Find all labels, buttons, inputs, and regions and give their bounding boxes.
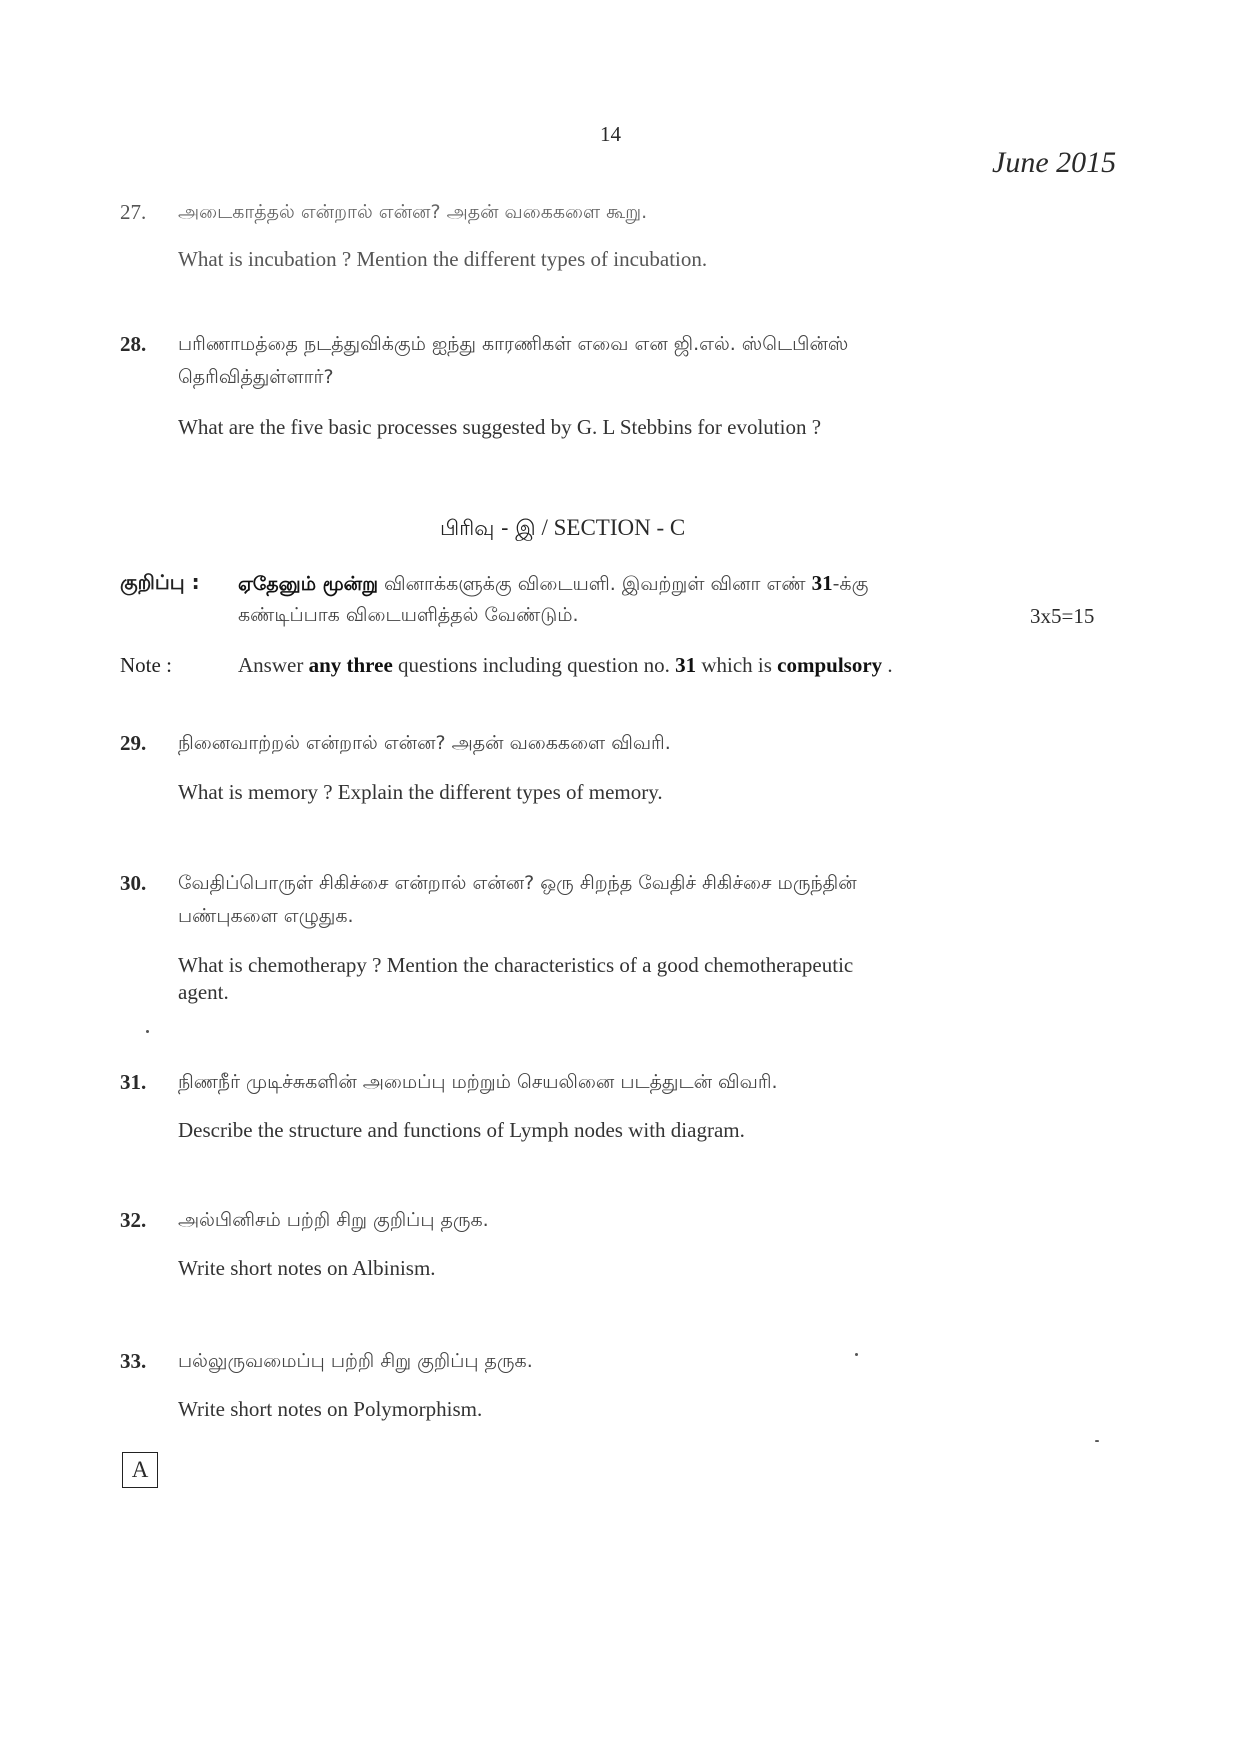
- question-english: What are the five basic processes suggested by G. L Stebbins for evolution ?: [178, 415, 822, 439]
- note-english-label: Note :: [120, 653, 172, 677]
- question-english-line2: agent.: [178, 980, 229, 1004]
- note-text-part: .: [882, 653, 893, 677]
- section-heading-tamil: பிரிவு - இ: [440, 516, 536, 540]
- question-english: Write short notes on Albinism.: [178, 1256, 436, 1280]
- page-number: 14: [600, 122, 621, 146]
- question-english-line1: What is chemotherapy ? Mention the characteristics of a good chemotherapeutic: [178, 953, 854, 977]
- question-number: 32.: [120, 1208, 147, 1232]
- note-english-text: [238, 653, 893, 678]
- note-text-bold: compulsory: [777, 653, 883, 677]
- note-tamil-text: வினாக்களுக்கு விடையளி. இவற்றுள் வினா எண்: [377, 573, 812, 595]
- question-tamil: பல்லுருவமைப்பு பற்றி சிறு குறிப்பு தருக.: [178, 1350, 533, 1372]
- question-english: What is memory ? Explain the different types of memory.: [178, 780, 663, 804]
- stray-mark: [1095, 1440, 1099, 1442]
- note-tamil-line1: [238, 571, 868, 598]
- stray-mark: [146, 1030, 149, 1033]
- question-number: 30.: [120, 871, 147, 895]
- note-text-bold: any three: [308, 653, 393, 677]
- question-tamil-line1: வேதிப்பொருள் சிகிச்சை என்றால் என்ன? ஒரு சிறந்த வேதிச் சிகிச்சை மருந்தின்: [178, 872, 857, 894]
- question-number: 28.: [120, 332, 147, 356]
- question-number: 31.: [120, 1070, 147, 1094]
- question-english: Describe the structure and functions of Lymph nodes with diagram.: [178, 1118, 745, 1142]
- note-text-bold: 31: [675, 653, 697, 677]
- question-english: What is incubation ? Mention the different types of incubation.: [178, 247, 708, 271]
- exam-date: June 2015: [992, 146, 1117, 179]
- question-tamil-line1: பரிணாமத்தை நடத்துவிக்கும் ஐந்து காரணிகள் எவை என ஜி.எல். ஸ்டெபின்ஸ்: [178, 333, 849, 355]
- question-tamil: அல்பினிசம் பற்றி சிறு குறிப்பு தருக.: [178, 1209, 489, 1231]
- note-text-part: which is: [696, 653, 778, 677]
- stray-mark: [855, 1353, 858, 1356]
- question-number: 29.: [120, 731, 147, 755]
- section-heading-english: / SECTION - C: [535, 515, 686, 540]
- note-tamil-suffix: -க்கு: [832, 573, 869, 595]
- question-number: 33.: [120, 1349, 147, 1373]
- note-tamil-label: குறிப்பு :: [120, 570, 200, 594]
- note-text-part: Answer: [238, 653, 309, 677]
- note-tamil-bold: ஏதேனும் மூன்று: [238, 573, 378, 595]
- note-tamil-line2: கண்டிப்பாக விடையளித்தல் வேண்டும்.: [238, 604, 579, 626]
- question-number: 27.: [120, 200, 147, 224]
- question-tamil-line2: தெரிவித்துள்ளார்?: [178, 366, 334, 388]
- note-tamil-qno: 31: [811, 571, 833, 595]
- question-english: Write short notes on Polymorphism.: [178, 1397, 483, 1421]
- question-tamil: நிணநீர் முடிச்சுகளின் அமைப்பு மற்றும் செயலினை படத்துடன் விவரி.: [178, 1071, 778, 1093]
- question-tamil: அடைகாத்தல் என்றால் என்ன? அதன் வகைகளை கூறு.: [178, 201, 648, 223]
- marks-allocation: 3x5=15: [1030, 604, 1095, 628]
- section-heading: [440, 515, 685, 543]
- question-tamil: நினைவாற்றல் என்றால் என்ன? அதன் வகைகளை விவரி.: [178, 732, 671, 754]
- question-tamil-line2: பண்புகளை எழுதுக.: [178, 905, 354, 927]
- note-text-part: questions including question no.: [392, 653, 676, 677]
- paper-code-box: A: [122, 1452, 158, 1488]
